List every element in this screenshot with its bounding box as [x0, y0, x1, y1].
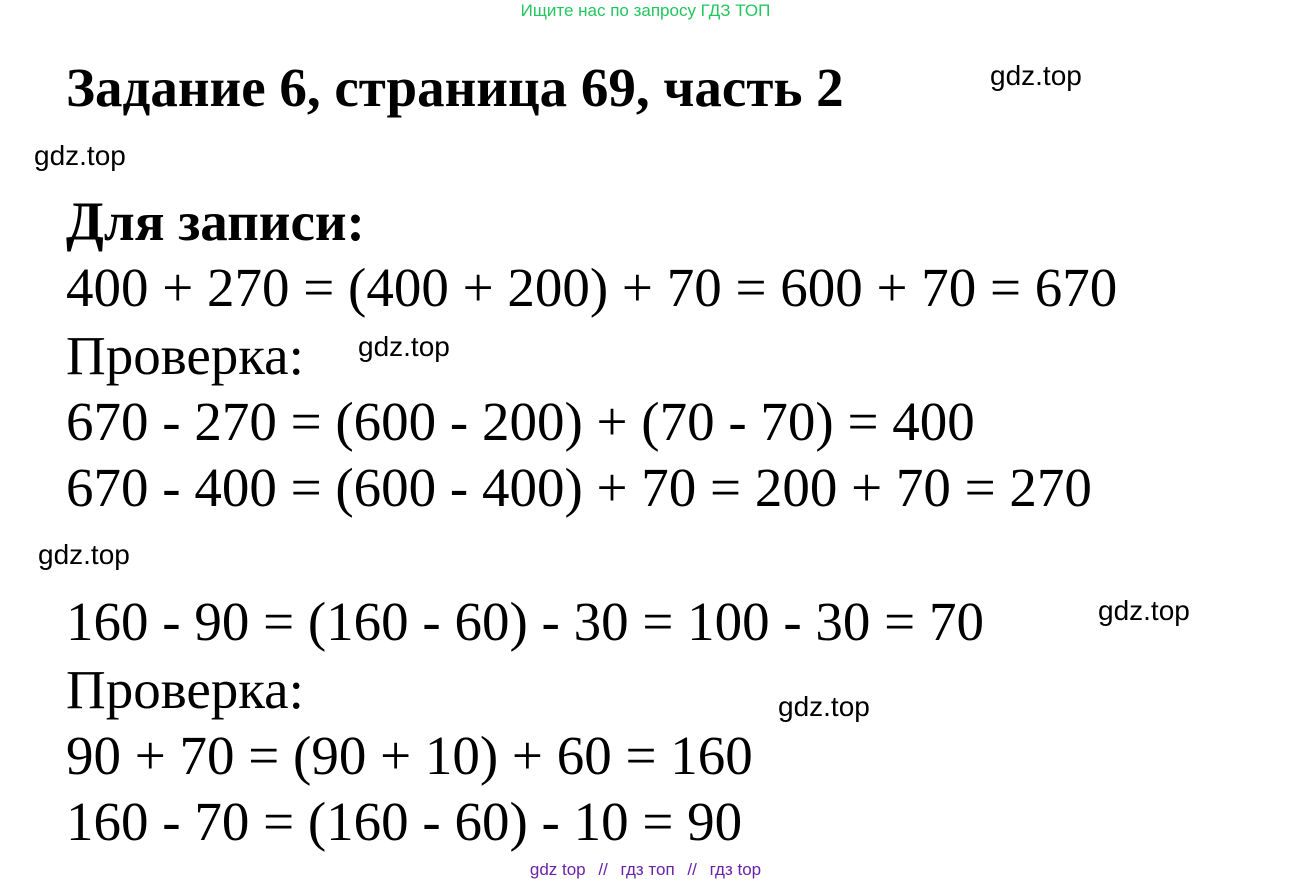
footer-link[interactable]: гдз топ — [620, 860, 675, 879]
equation-line: 160 - 70 = (160 - 60) - 10 = 90 — [66, 791, 743, 852]
watermark-gdz: gdz.top — [1098, 595, 1190, 626]
equation-line: 670 - 400 = (600 - 400) + 70 = 200 + 70 = 270 — [66, 457, 1092, 518]
top-banner[interactable]: Ищите нас по запросу ГДЗ ТОП — [520, 1, 771, 20]
equation-line: 400 + 270 = (400 + 200) + 70 = 600 + 70 = 670 — [66, 257, 1118, 318]
watermark-gdz: gdz.top — [38, 539, 130, 570]
page-title: Задание 6, страница 69, часть 2 — [66, 57, 844, 118]
check-label: Проверка: — [66, 325, 304, 386]
footer-link[interactable]: gdz top — [529, 860, 586, 879]
footer-separator: // — [598, 860, 608, 879]
equation-line: 160 - 90 = (160 - 60) - 30 = 100 - 30 = 70 — [66, 591, 984, 652]
footer-separator: // — [687, 860, 697, 879]
watermark-gdz: gdz.top — [990, 60, 1082, 91]
equation-line: 90 + 70 = (90 + 10) + 60 = 160 — [66, 725, 753, 786]
footer-links — [0, 859, 1291, 881]
equation-line: 670 - 270 = (600 - 200) + (70 - 70) = 400 — [66, 391, 975, 452]
watermark-gdz: gdz.top — [34, 140, 126, 171]
watermark-gdz: gdz.top — [778, 691, 870, 722]
check-label: Проверка: — [66, 659, 304, 720]
footer-link[interactable]: гдз top — [709, 860, 762, 879]
section-heading: Для записи: — [66, 191, 365, 252]
watermark-gdz: gdz.top — [358, 331, 450, 362]
